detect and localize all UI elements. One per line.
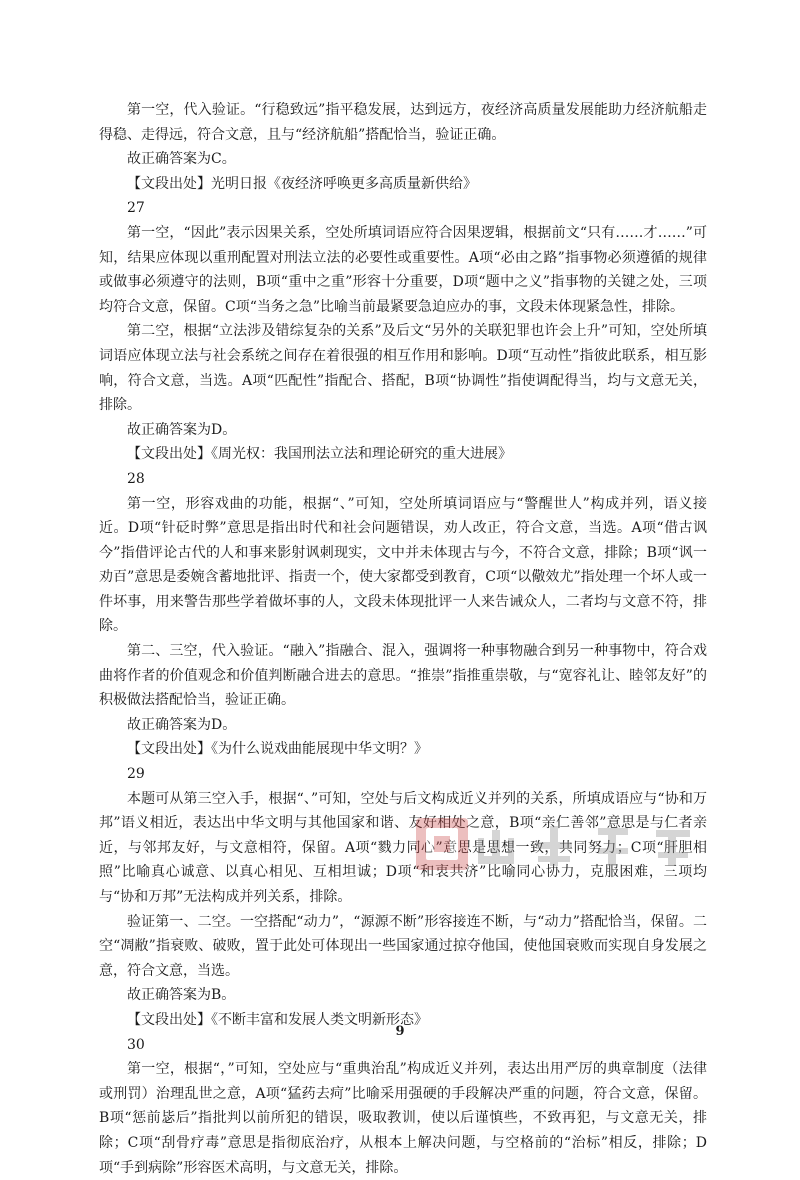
explanation-paragraph: 第一空，代入验证。“行稳致远”指平稳发展，达到远方，夜经济高质量发展能助力经济航船走得稳、走得远，符合文意，且与“经济航船”搭配恰当，验证正确。 xyxy=(99,102,707,143)
question-number: 27 xyxy=(127,200,145,217)
answer-line: 故正确答案为B。 xyxy=(127,987,236,1004)
question-number: 30 xyxy=(127,1036,145,1053)
explanation-paragraph: 第二空，根据“立法涉及错综复杂的关系”及后文“另外的关联犯罪也许会上升”可知，空处所填词语应体现立法与社会系统之间存在着很强的相互作用和影响。D项“互动性”指彼此联系，相互影响，符合文意，当选。A项“匹配性”指配合、搭配，B项“协调性”指使调配得当，均与文意无关，排除。 xyxy=(99,323,707,414)
source-line: 【文段出处】光明日报《夜经济呼唤更多高质量新供给》 xyxy=(127,175,477,192)
explanation-paragraph: 第一空，形容戏曲的功能，根据“、”可知，空处所填词语应与“警醒世人”构成并列，语义接近。D项“针砭时弊”意思是指出时代和社会问题错误，劝人改正，符合文意，当选。A项“借古讽今”指借评论古代的人和事来影射讽刺现实，文中并未体现古与今，不符合文意，排除；B项“讽一劝百”意思是委婉含蓄地批评、指责一个，使大家都受到教育，C项“以儆效尤”指处理一个坏人或一件坏事，用来警告那些学着做坏事的人，文段未体现批评一人来告诫众人，二者均与文意不符，排除。 xyxy=(99,495,707,635)
explanation-paragraph: 本题可从第三空入手，根据“、”可知，空处与后文构成近义并列的关系，所填成语应与“协和万邦”语义相近，表达出中华文明与其他国家和谐、友好相处之意，B项“亲仁善邻”意思是与仁者亲近，与邻邦友好，与文意相符，保留。A项“戮力同心”意思是思想一致，共同努力；C项“肝胆相照”比喻真心诚意、以真心相见、互相坦诚；D项“和衷共济”比喻同心协力，克服困难，三项均与“协和万邦”无法构成并列关系，排除。 xyxy=(99,790,707,905)
question-number: 28 xyxy=(127,470,145,487)
answer-line: 故正确答案为C。 xyxy=(127,151,236,168)
page-number: 9 xyxy=(395,1024,405,1039)
answer-line: 故正确答案为D。 xyxy=(127,716,237,733)
explanation-paragraph: 第一空，根据“，”可知，空处应与“重典治乱”构成近义并列，表达出用严厉的典章制度（法律或刑罚）治理乱世之意，A项“猛药去疴”比喻采用强硬的手段解决严重的问题，符合文意，保留。B项“惩前毖后”指批判以前所犯的错误，吸取教训，使以后谨慎些，不致再犯，与文意无关，排除；C项“刮骨疗毒”意思是指彻底治疗，从根本上解决问题，与空格前的“治标”相反，排除；D项“手到病除”形容医术高明，与文意无关，排除。 xyxy=(99,1061,707,1176)
explanation-paragraph: 第二、三空，代入验证。“融入”指融合、混入，强调将一种事物融合到另一种事物中，符合戏曲将作者的价值观念和价值判断融合进去的意思。“推崇”指推重崇敬，与“宽容礼让、睦邻友好”的积极做法搭配恰当，验证正确。 xyxy=(99,643,707,709)
source-line: 【文段出处】《不断丰富和发展人类文明新形态》 xyxy=(127,1011,428,1028)
source-line: 【文段出处】《为什么说戏曲能展现中华文明？》 xyxy=(127,741,428,758)
explanation-paragraph: 验证第一、二空。一空搭配“动力”，“源源不断”形容接连不断，与“动力”搭配恰当，保留。二空“凋敝”指衰败、破败，置于此处可体现出一些国家通过掠夺他国，使他国衰败而实现自身发展之意，符合文意，当选。 xyxy=(99,913,707,979)
question-number: 29 xyxy=(127,766,145,783)
explanation-paragraph: 第一空，“因此”表示因果关系，空处所填词语应符合因果逻辑，根据前文“只有……才……”可知，结果应体现以重刑配置对刑法立法的必要性或重要性。A项“必由之路”指事物必须遵循的规律或做事必须遵守的法则，B项“重中之重”形容十分重要，D项“题中之义”指事物的关键之处，三项均符合文意，保留。C项“当务之急”比喻当前最紧要急迫应办的事，文段未体现紧急性，排除。 xyxy=(99,224,707,315)
document-body xyxy=(99,98,707,1180)
source-line: 【文段出处】《周光权：我国刑法立法和理论研究的重大进展》 xyxy=(127,446,512,463)
answer-line: 故正确答案为D。 xyxy=(127,421,237,438)
